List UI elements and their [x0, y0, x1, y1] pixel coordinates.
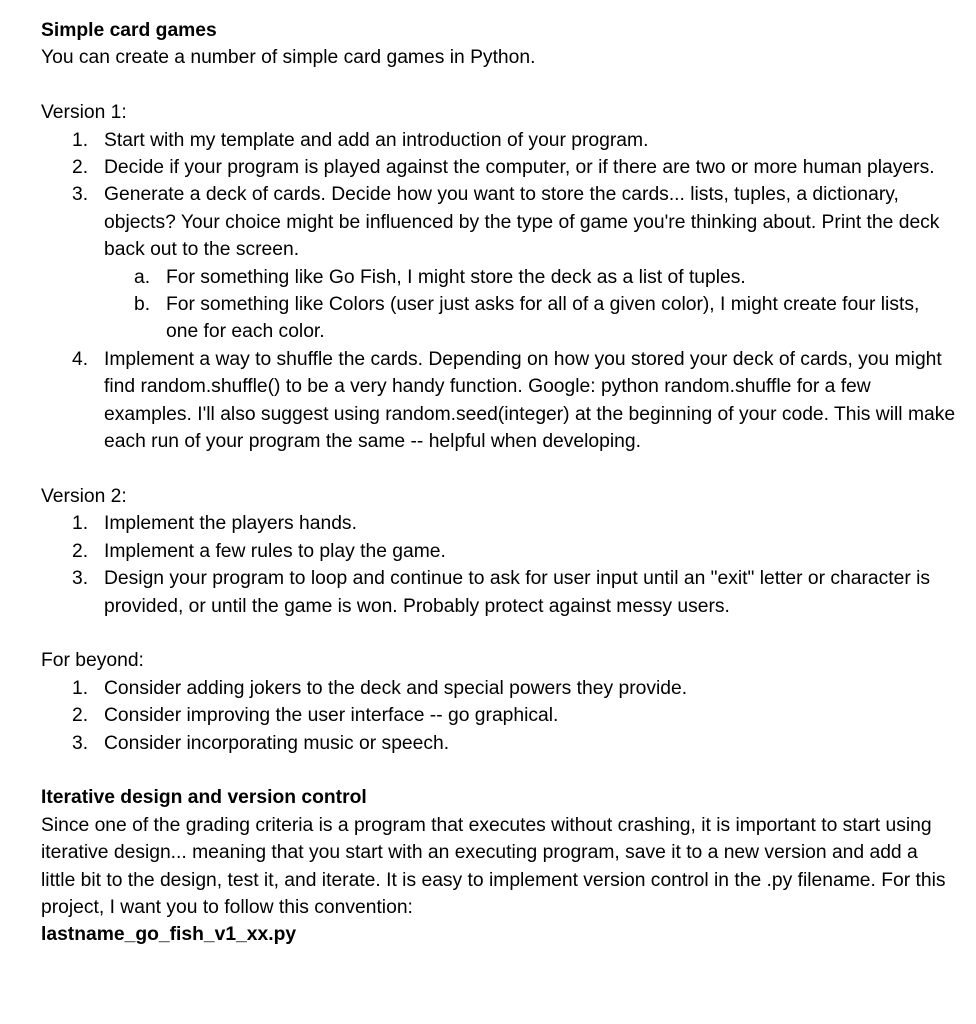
list-item — [41, 675, 956, 702]
for-beyond-label: For beyond: — [41, 650, 144, 672]
list-item — [41, 538, 956, 565]
for-beyond-list — [41, 675, 956, 757]
list-item-text: Start with my template and add an introduction of your program. — [104, 129, 649, 151]
list-item-number: 2. — [72, 705, 89, 727]
sub-list-item-letter: a. — [134, 266, 151, 288]
version-1-label: Version 1: — [41, 102, 127, 124]
list-item-number: 1. — [72, 513, 89, 535]
sub-list-item-letter: b. — [134, 294, 151, 316]
list-item-text: Decide if your program is played against the computer, or if there are two or more human players. — [104, 157, 935, 179]
list-item-text: Generate a deck of cards. Decide how you want to store the cards... lists, tuples, a dictionary, objects? Your choice might be influenced by the type of game you're thinking about. Print the deck back out to the screen. — [104, 184, 940, 261]
list-item-text: Implement a way to shuffle the cards. Depending on how you stored your deck of cards, you might find random.shuffle() to be a very handy function. Google: python random.shuffle for a few examples. I'll also suggest using random.seed(integer) at the beginning of your code. This will make each run of your program the same -- helpful when developing. — [104, 348, 956, 453]
list-item — [41, 127, 956, 154]
list-item-number: 2. — [72, 157, 89, 179]
list-item-text: Consider incorporating music or speech. — [104, 732, 450, 754]
iterative-design-paragraph: Since one of the grading criteria is a program that executes without crashing, it is important to start using iterative design... meaning that you start with an executing program, save it to a new version and add a little bit to the design, test it, and iterate. It is easy to implement version control in the .py filename. For this project, I want you to follow this convention: — [41, 814, 946, 918]
list-item-number: 3. — [72, 184, 89, 206]
spacer — [41, 620, 956, 647]
list-item-number: 1. — [72, 129, 89, 151]
list-item-text: Consider adding jokers to the deck and special powers they provide. — [104, 677, 688, 699]
list-item-text: Consider improving the user interface -- go graphical. — [104, 705, 559, 727]
list-item-text: Implement the players hands. — [104, 513, 357, 535]
filename-convention: lastname_go_fish_v1_xx.py — [41, 924, 297, 946]
sub-list-item-text: For something like Go Fish, I might store the deck as a list of tuples. — [166, 266, 746, 288]
section-heading-simple-card-games: Simple card games — [41, 20, 217, 41]
list-item — [41, 346, 956, 456]
sub-list-item — [104, 291, 956, 346]
version-1-list — [41, 127, 956, 456]
spacer — [41, 72, 956, 99]
list-item-text: Design your program to loop and continue to ask for user input until an "exit" letter or character is provided, or until the game is won. Probably protect against messy users. — [104, 568, 931, 617]
section-heading-iterative-design: Iterative design and version control — [41, 787, 367, 809]
list-item — [41, 702, 956, 729]
spacer — [41, 757, 956, 784]
spacer — [41, 455, 956, 482]
list-item — [41, 565, 956, 620]
list-item — [41, 181, 956, 345]
version-2-label: Version 2: — [41, 485, 127, 507]
list-item-number: 3. — [72, 732, 89, 754]
list-item-number: 3. — [72, 568, 89, 590]
sub-list-item — [104, 264, 956, 291]
list-item — [41, 154, 956, 181]
list-item-text: Implement a few rules to play the game. — [104, 540, 446, 562]
version-2-list — [41, 510, 956, 620]
sub-list-item-text: For something like Colors (user just asks for all of a given color), I might create four lists, one for each color. — [166, 294, 920, 343]
list-item-number: 2. — [72, 540, 89, 562]
list-item — [41, 510, 956, 537]
list-item-number: 1. — [72, 677, 89, 699]
list-item-number: 4. — [72, 348, 89, 370]
list-item — [41, 730, 956, 757]
intro-paragraph: You can create a number of simple card games in Python. — [41, 47, 536, 69]
sub-list — [104, 264, 956, 346]
